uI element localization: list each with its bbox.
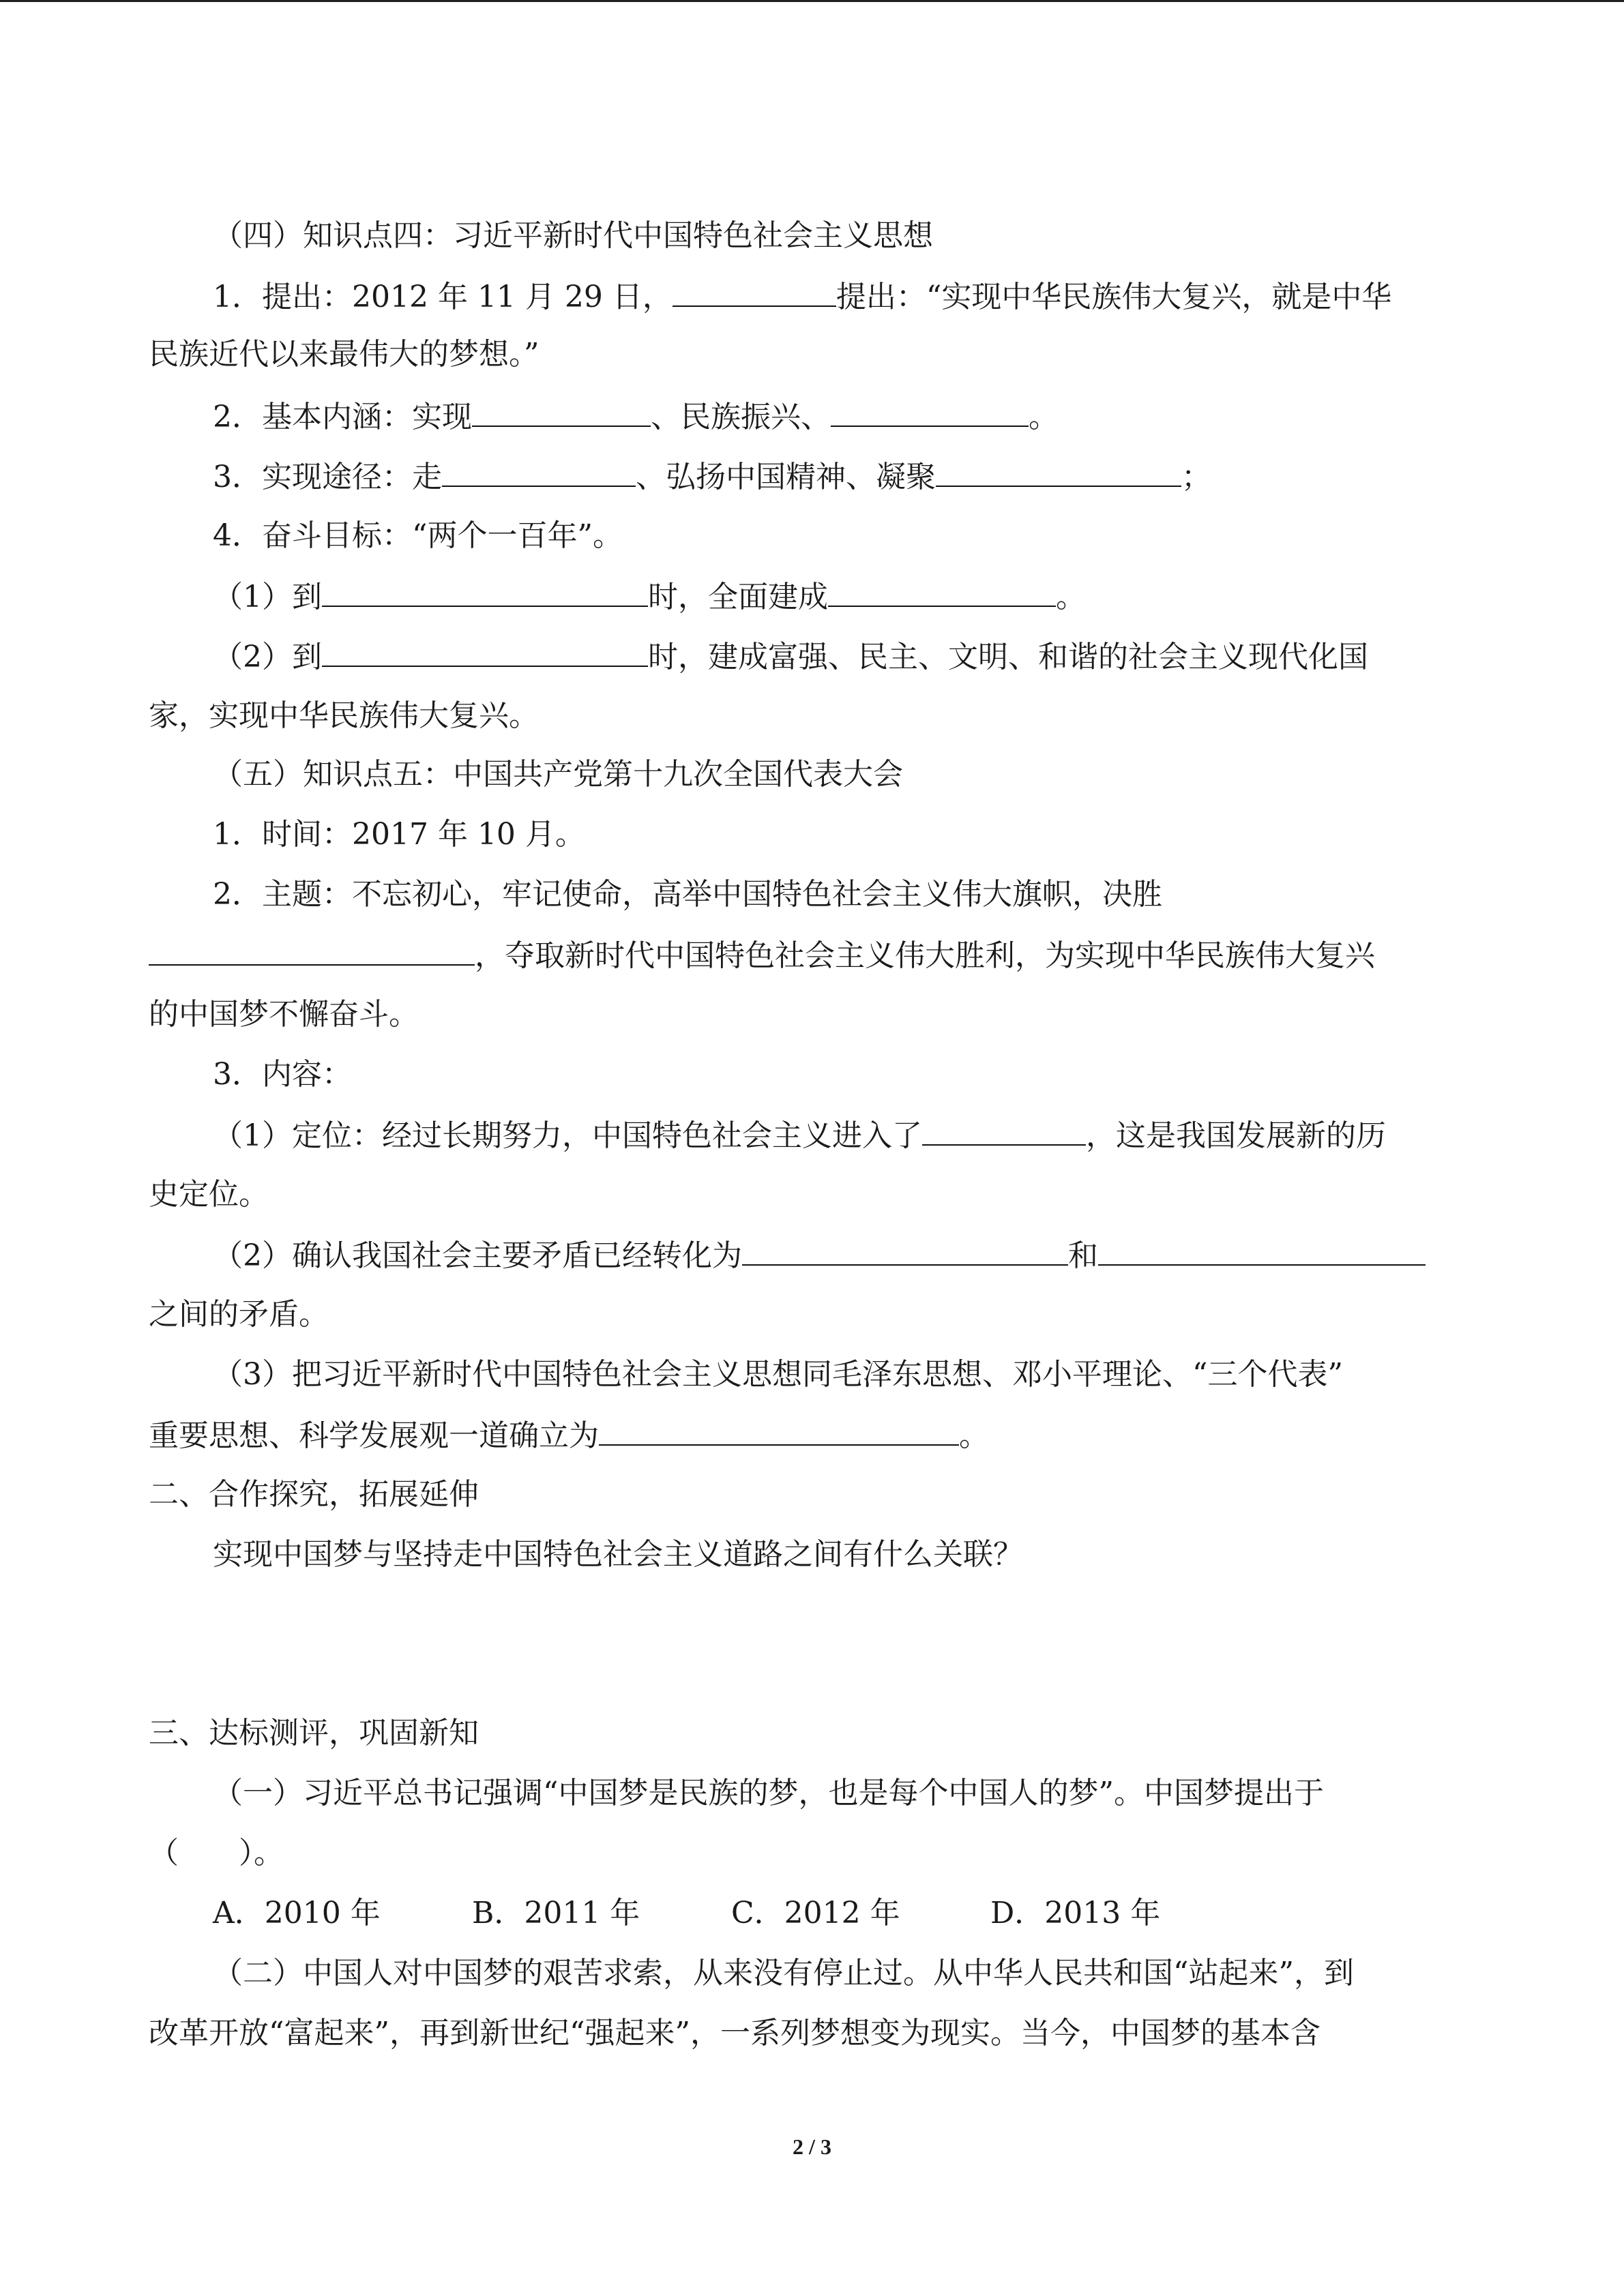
question-2-cont: 改革开放“富起来”，再到新世纪“强起来”，一系列梦想变为现实。当今，中国梦的基本含 [149,2016,1320,2051]
blank-4-2a[interactable] [472,396,651,427]
section-4-heading: （四）知识点四：习近平新时代中国特色社会主义思想 [213,218,933,253]
part-2-heading: 二、合作探究，拓展延伸 [149,1477,479,1512]
section-5-heading: （五）知识点五：中国共产党第十九次全国代表大会 [213,757,903,792]
question-1-options [213,1893,1160,1934]
blank-goal-1a[interactable] [322,576,648,607]
content-1-cont: 史定位。 [149,1177,269,1212]
blank-content-2a[interactable] [742,1234,1068,1266]
option-d[interactable]: D．2013 年 [990,1896,1161,1930]
item-5-3: 3．内容： [213,1057,352,1092]
item-4-1-cont: 民族近代以来最伟大的梦想。” [149,337,540,372]
goal-2: （2）到 时，建成富强、民主、文明、和谐的社会主义现代化国 [213,636,1368,678]
item-5-2-cont: ，夺取新时代中国特色社会主义伟大胜利，为实现中华民族伟大复兴 [149,934,1375,976]
goal-1: （1）到 时，全面建成 。 [213,576,1086,618]
item-4-4: 4．奋斗目标：“两个一百年”。 [213,518,623,553]
blank-5-2[interactable] [149,934,475,966]
blank-content-1[interactable] [922,1114,1086,1146]
goal-2-cont: 家，实现中华民族伟大复兴。 [149,698,539,733]
blank-goal-2[interactable] [322,636,648,667]
page-number: 2 / 3 [793,2134,831,2159]
blank-4-2b[interactable] [831,396,1029,427]
content-2: （2）确认我国社会主要矛盾已经转化为 和 [213,1234,1426,1277]
item-4-3: 3．实现途径：走 、弘扬中国精神、凝聚 ； [213,456,1211,498]
question-1: （一）习近平总书记强调“中国梦是民族的梦，也是每个中国人的梦”。中国梦提出于 [213,1776,1324,1810]
top-border [0,0,1624,2]
blank-goal-1b[interactable] [828,576,1056,607]
blank-4-1[interactable] [673,275,836,307]
blank-4-3b[interactable] [936,456,1181,487]
question-1-bracket: （ ）。 [149,1836,284,1870]
option-c[interactable]: C．2012 年 [731,1896,900,1930]
content-3: （3）把习近平新时代中国特色社会主义思想同毛泽东思想、邓小平理论、“三个代表” [213,1357,1343,1392]
content-3-cont: 重要思想、科学发展观一道确立为 。 [149,1414,989,1457]
content-1: （1）定位：经过长期努力，中国特色社会主义进入了 ，这是我国发展新的历 [213,1114,1386,1157]
item-5-2-end: 的中国梦不懈奋斗。 [149,997,419,1032]
question-2: （二）中国人对中国梦的艰苦求索，从来没有停止过。从中华人民共和国“站起来”，到 [213,1956,1354,1991]
item-4-1: 1．提出：2012 年 11 月 29 日， 提出：“实现中华民族伟大复兴，就是中华 [213,275,1391,318]
item-5-2: 2．主题：不忘初心，牢记使命，高举中国特色社会主义伟大旗帜，决胜 [213,877,1162,912]
part-3-heading: 三、达标测评，巩固新知 [149,1716,479,1750]
option-b[interactable]: B．2011 年 [472,1896,640,1930]
blank-content-3[interactable] [599,1414,959,1446]
content-2-cont: 之间的矛盾。 [149,1297,329,1332]
option-a[interactable]: A．2010 年 [213,1896,381,1930]
blank-content-2b[interactable] [1098,1234,1426,1266]
blank-4-3a[interactable] [442,456,636,487]
part-2-question: 实现中国梦与坚持走中国特色社会主义道路之间有什么关联？ [213,1537,1023,1572]
item-5-1: 1．时间：2017 年 10 月。 [213,817,585,852]
item-4-2: 2．基本内涵：实现 、民族振兴、 。 [213,396,1059,438]
